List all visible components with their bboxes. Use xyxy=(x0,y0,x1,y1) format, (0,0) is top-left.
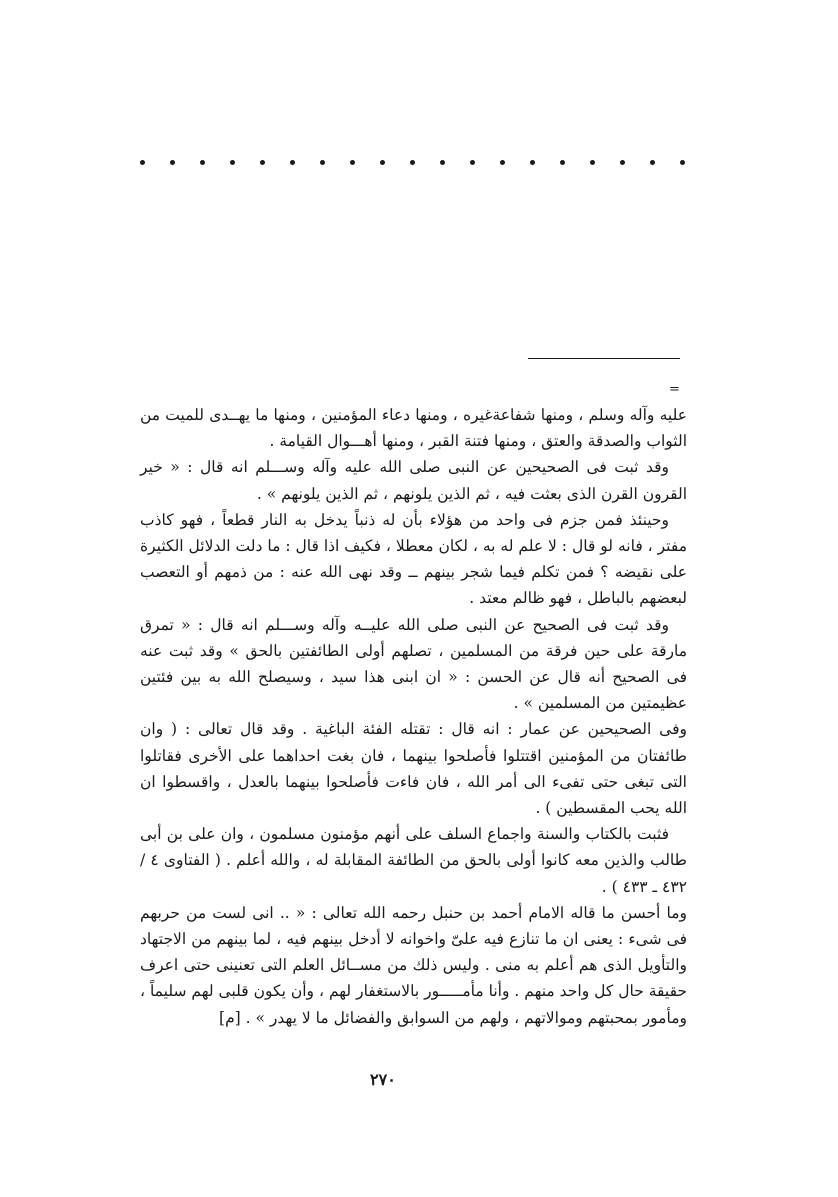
dot-ornament xyxy=(440,160,445,165)
paragraph: فثبت بالكتاب والسنة واجماع السلف على أنهم مؤمنون مسلمون ، وان على بن أبى طالب والذين معه كانوا أولى بالحق من الطائفة المقابلة له ، والله أعلم . ( الفتاوى ٤ / ٤٣٢ ـ ٤٣٣ ) . xyxy=(140,825,687,896)
dot-ornament xyxy=(230,160,235,165)
footnote-separator-rule xyxy=(528,358,680,359)
paragraph: وما أحسن ما قاله الامام أحمد بن حنبل رحمه الله تعالى : « .. انى لست من حربهم فى شىء : يعنى ان ما تنازع فيه علىّ واخوانه لا أدخل بينهم فيه ، لما بينهم من الاجتهاد والتأويل الذى هم أعلم به منى . وليس ذلك من مســائل العلم التى تعنينى حتى اعرف حقيقة حال كل واحد منهم . وأنا مأمـــــور بالاستغفار لهم ، وأن يكون قلبى لهم سليماً ، ومأمور بمحبتهم وموالاتهم ، ولهم من السوابق والفضائل ما لا يهدر » . [م] xyxy=(140,903,687,1027)
dot-ornament xyxy=(410,160,415,165)
dot-ornament xyxy=(260,160,265,165)
dot-ornament xyxy=(650,160,655,165)
paragraph: وقد ثبت فى الصحيحين عن النبى صلى الله عليه وآله وســـلم انه قال : « خير القرون القرن الذى بعثت فيه ، ثم الذين يلونهم ، ثم الذين يلونهم » . xyxy=(140,458,687,503)
dot-ornament xyxy=(530,160,535,165)
continuation-mark: = xyxy=(669,382,680,397)
dot-ornament xyxy=(470,160,475,165)
paragraph: وقد ثبت فى الصحيح عن النبى صلى الله عليــه وآله وســـلم انه قال : « تمرق مارقة على حين فرقة من المسلمين ، تصلهم أولى الطائفتين بالحق » وقد ثبت عنه فى الصحيح أنه قال عن الحسن : « ان ابنى هذا سيد ، وسيصلح الله به بين فئتين عظيمتين من المسلمين » . xyxy=(140,615,687,713)
dot-ornament xyxy=(560,160,565,165)
dot-ornament xyxy=(380,160,385,165)
dot-ornament xyxy=(140,160,145,165)
dot-ornament xyxy=(320,160,325,165)
dot-ornament xyxy=(200,160,205,165)
paragraph: عليه وآله وسلم ، ومنها شفاعةغيره ، ومنها دعاء المؤمنين ، ومنها ما يهــدى للميت من الثواب والصدقة والعتق ، ومنها فتنة القبر ، ومنها أهـــوال القيامة . xyxy=(140,406,687,451)
dot-ornament xyxy=(350,160,355,165)
dot-ornament xyxy=(590,160,595,165)
dot-ornament xyxy=(290,160,295,165)
paragraph: وحينئذ فمن جزم فى واحد من هؤلاء بأن له ذنباً يدخل به النار قطعاً ، فهو كاذب مفتر ، فانه لو قال : لا علم له به ، لكان معطلا ، فكيف اذا قال : ما دلت الدلائل الكثيرة على نقيضه ؟ فمن تكلم فيما شجر بينهم ــ وقد نهى الله عنه : من ذمهم أو التعصب لبعضهم بالباطل ، فهو ظالم معتد . xyxy=(140,510,687,608)
footnote-body xyxy=(140,402,687,1031)
dot-ornament xyxy=(680,160,685,165)
dot-ornament xyxy=(170,160,175,165)
page-number: ٢٧٠ xyxy=(370,1070,396,1089)
dot-ornament xyxy=(620,160,625,165)
decorative-dot-row xyxy=(140,152,685,172)
paragraph: وفى الصحيحين عن عمار : انه قال : تقتله الفئة الباغية . وقد قال تعالى : ( وان طائفتان من المؤمنين اقتتلوا فأصلحوا بينهما ، فان بغت احداهما على الأخرى فقاتلوا التى تبغى حتى تفىء الى أمر الله ، فان فاءت فأصلحوا بينهما بالعدل ، واقسطوا ان الله يحب المقسطين ) . xyxy=(140,720,687,818)
dot-ornament xyxy=(500,160,505,165)
